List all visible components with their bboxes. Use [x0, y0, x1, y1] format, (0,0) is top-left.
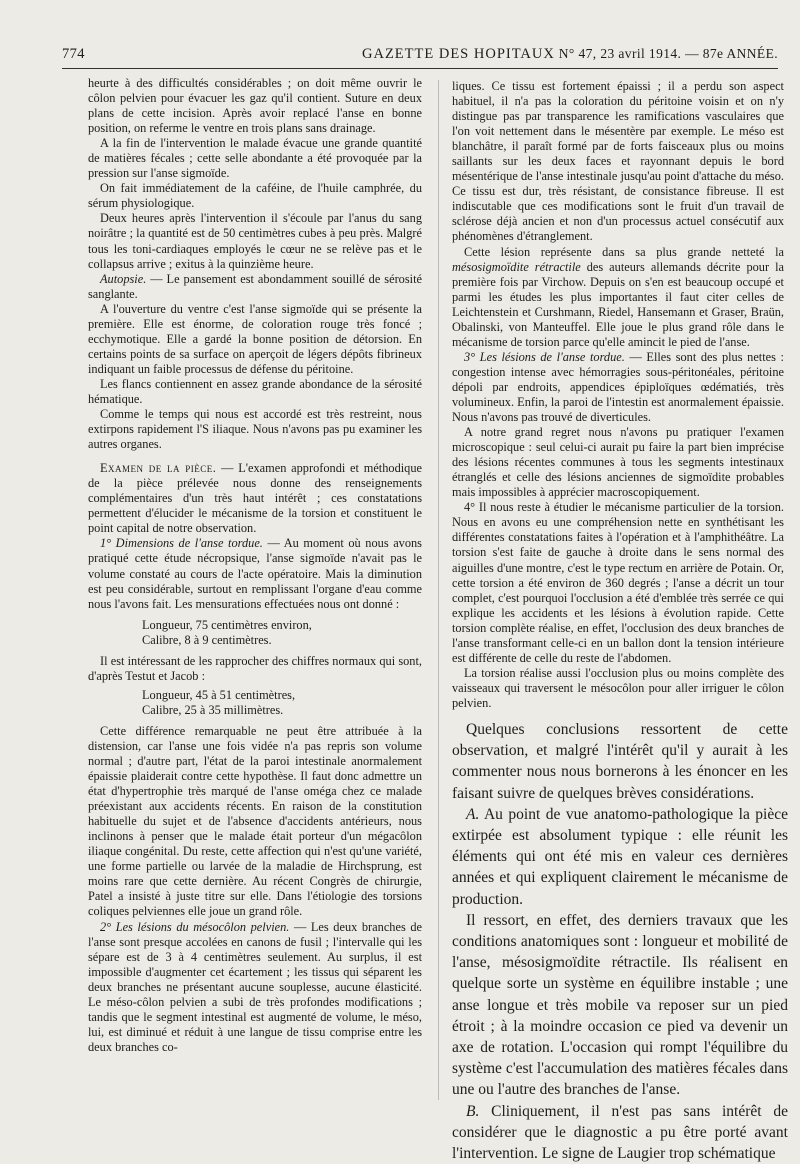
- paragraph: Il ressort, en effet, des derniers travaux que les conditions anatomiques sont : longueur et mobilité de l'anse, mésosigmoïdite rétractile. Ils réalisent en quelque sorte un système en équilibre instable ; une anse longue et très mobile va reposer sur un pied étroit ; à la moindre occasion ce pied va devenir un axe de rotation. L'occasion qui rompt l'équilibre du système c'est l'accumulation des matières fécales dans une ou l'autre des branches de l'anse.: [452, 911, 788, 1099]
- paragraph: 2° Les lésions du mésocôlon pelvien. — Les deux branches de l'anse sont presque accolées en canons de fusil ; l'intervalle qui les sépare est de 3 à 4 centimètres seulement. Au surplus, il est impossible d'augmenter cet écartement ; les tissus qui séparent les deux branches ne présentant aucune souplesse, aucune élasticité. Le méso-côlon pelvien a subi de très profondes modifications ; tandis que le segment intestinal est augmenté de volume, le méso, lui, est diminué et réduit à une langue de tissu comprise entre les deux branches co-: [88, 919, 422, 1054]
- paragraph: Deux heures après l'intervention il s'écoule par l'anus du sang noirâtre ; la quantité est de 50 centimètres cubes à peu près. Malgré tous les toni-cardiaques employés le cœur ne se relève pas et le collapsus arrive ; exitus à la quinzième heure.: [88, 211, 422, 271]
- paragraph: Cette différence remarquable ne peut être attribuée à la distension, car l'anse une fois vidée n'a pas repris son volume normal ; d'autre part, l'état de la paroi intestinale anormalement épaissie plaiderait contre cette hypothèse. Il faut donc admettre un état d'hypertrophie très marqué de l'anse oméga chez ce malade préexistant aux accidents récents. En raison de la constitution habituelle du sujet et de l'absence d'accidents antérieurs, nous inclinons à penser que le malade était porteur d'un mégacôlon iliaque congénital. Du reste, cette affection qui n'est qu'une variété, une forme partielle ou larvée de la maladie de Hirchsprung, est moins rare que cette dernière. Au récent Congrès de chirurgie, Patel a insisté à juste titre sur elle. Dans l'étiologie des torsions coliques pelviennes elle joue un grand rôle.: [88, 723, 422, 919]
- right-column: [452, 79, 784, 711]
- paragraph: Il est intéressant de les rapprocher des chiffres normaux qui sont, d'après Testut et Jacob :: [88, 653, 422, 683]
- paragraph: 3° Les lésions de l'anse tordue. — Elles sont des plus nettes : congestion intense avec hémorragies sous-péritonéales, péritoine dépoli par endroits, appendices épiploïques œdématiés, très volumineux. Enfin, la paroi de l'intestin est anormalement épaissie. Nous n'avons pas trouvé de diverticules.: [452, 349, 784, 425]
- section-lead: Autopsie.: [100, 271, 147, 286]
- paragraph: Quelques conclusions ressortent de cette observation, et malgré l'intérêt qu'il y aurait à les commenter nous nous bornerons à les énoncer en les faisant suivre de quelques brèves considérations.: [452, 721, 788, 802]
- paragraph: Comme le temps qui nous est accordé est très restreint, nous extirpons rapidement l'S iliaque. Nous n'avons pas pu examiner les autres organes.: [88, 407, 422, 452]
- paragraph: On fait immédiatement de la caféine, de l'huile camphrée, du sérum physiologique.: [88, 181, 422, 211]
- measurement-line: Longueur, 45 à 51 centimètres,: [142, 687, 296, 702]
- column-divider: [438, 80, 439, 1100]
- paragraph: La torsion réalise aussi l'occlusion plus ou moins complète des vaisseaux qui traversent le mésocôlon pour aller irriguer le côlon pelvien.: [452, 665, 784, 710]
- paragraph: heurte à des difficultés considérables ; on doit même ouvrir le côlon pelvien pour évacuer les gaz qu'il contient. Suture en deux plans de cette incision. Après avoir replacé l'anse en bonne position, on referme le ventre en trois plans sans drainage.: [88, 76, 422, 136]
- paragraph: 4° Il nous reste à étudier le mécanisme particulier de la torsion. Nous en avons eu une compréhension nette en synthétisant les différentes constatations faites à l'opération et à l'amphithéâtre. La torsion s'est faite de gauche à droite dans le sens normal des aiguilles d'une montre, c'est le type rectum en arrière de Potain. Or, cette torsion a été environ de 360 degrés ; l'anse a décrit un tour complet, c'est pourquoi l'occlusion a été d'emblée très serrée ce qui explique les accidents et les lésions à évolution rapide. Cette torsion complète réalise, en effet, l'occlusion des deux branches de l'anse transformant celle-ci en un ballon dont la tension intérieure est différente de celle du reste de l'abdomen.: [452, 500, 784, 665]
- paragraph: Cette lésion représente dans sa plus grande netteté la mésosigmoïdite rétractile des auteurs allemands décrite pour la première fois par Virchow. Depuis on s'en est beaucoup occupé et parmi les études les plus importantes il faut citer celles de Leichtenstein et Curshmann, Riedel, Hansemann et Graser, Braün, Obalinski, von Manteuffel. Elle joue le plus grand rôle dans le mécanisme de torsion parce qu'elle amincit le pied de l'anse.: [452, 244, 784, 349]
- measurement-line: Calibre, 8 à 9 centimètres.: [142, 632, 272, 647]
- paragraph: A la fin de l'intervention le malade évacue une grande quantité de matières fécales ; cette selle abondante a été provoquée par la pression sur l'anse sigmoïde.: [88, 136, 422, 181]
- paragraph: A notre grand regret nous n'avons pu pratiquer l'examen microscopique : seul celui-ci aurait pu faire la part bien imprécise des lésions récentes communes à tous les segments intestinaux étranglés et celle des lésions anciennes de sigmoïdite probables mais impossibles à apprécier macroscopiquement.: [452, 425, 784, 500]
- page-number: 774: [62, 46, 85, 62]
- conclusions-section: [452, 719, 788, 1164]
- section-lead: 1° Dimensions de l'anse tordue.: [100, 536, 263, 551]
- section-lead: 3° Les lésions de l'anse tordue.: [464, 349, 625, 364]
- paragraph: Autopsie. — Le pansement est abondamment souillé de sérosité sanglante.: [88, 271, 422, 301]
- paragraph: 1° Dimensions de l'anse tordue. — Au moment où nous avons pratiqué cette étude nécropsique, l'anse sigmoïde n'avait pas le volume constaté au cours de l'acte opératoire. Mais la diminution est peu considérable, surtout en remplissant l'organe d'eau comme nous l'avons fait. Les mensurations effectuées nous ont donné :: [88, 536, 422, 611]
- paragraph: B. Cliniquement, il n'est pas sans intérêt de considérer que le diagnostic a pu être porté avant l'intervention. Le signe de Laugier trop schématique: [452, 1102, 788, 1163]
- paragraph: Les flancs contiennent en assez grande abondance de la sérosité hématique.: [88, 376, 422, 406]
- paragraph: A. Au point de vue anatomo-pathologique la pièce extirpée est absolument typique : elle réunit les éléments qui ont été mis en valeur ces dernières années et qui expliquent clairement le mécanisme de production.: [452, 805, 788, 908]
- journal-title: GAZETTE DES HOPITAUX: [362, 46, 555, 62]
- section-lead: 2° Les lésions du mésocôlon pelvien.: [100, 919, 290, 934]
- issue-info: N° 47, 23 avril 1914. — 87e ANNÉE.: [558, 46, 778, 61]
- paragraph: liques. Ce tissu est fortement épaissi ; il a perdu son aspect habituel, il n'a pas la coloration du péritoine voisin et on n'y distingue pas par transparence les ramifications vasculaires que l'on voit nettement dans le mésentère par exemple. Le méso est blanchâtre, il paraît formé par de forts faisceaux plus ou moins saillants sur les deux faces et rayonnant depuis le bord mésentérique de l'anse intestinale jusqu'au point d'attache du méso. Ce tissu est dur, très résistant, de consistance fibreuse. Il est indiscutable que ces modifications sont le fruit d'un travail de sclérose déjà ancien et non d'un processus actuel consécutif aux phénomènes d'étranglement.: [452, 79, 784, 244]
- section-lead: B.: [466, 1102, 480, 1120]
- measurement-line: Calibre, 25 à 35 millimètres.: [142, 702, 284, 717]
- paragraph: A l'ouverture du ventre c'est l'anse sigmoïde qui se présente la première. Elle est énorme, de coloration rouge très foncé ; ecchymotique. Elle a gardé la bonne position de détorsion. En certains points de sa surface on aperçoit de légers dépôts fibrineux indiquant un faible processus de défense du péritoine.: [88, 301, 422, 376]
- term-emphasis: mésosigmoïdite rétractile: [452, 259, 581, 274]
- section-lead: A.: [466, 805, 480, 823]
- measurement-line: Longueur, 75 centimètres environ,: [142, 617, 312, 632]
- header-rule: [62, 68, 778, 69]
- paragraph: Examen de la pièce. — L'examen approfondi et méthodique de la pièce prélevée nous donne des renseignements complémentaires d'un très haut intérêt ; ces constatations permettent d'élucider le mécanisme de la torsion et constituent le point capital de notre observation.: [88, 461, 422, 536]
- section-heading: Examen de la pièce.: [100, 461, 217, 476]
- page-header: [62, 42, 778, 66]
- left-column: [88, 76, 422, 1055]
